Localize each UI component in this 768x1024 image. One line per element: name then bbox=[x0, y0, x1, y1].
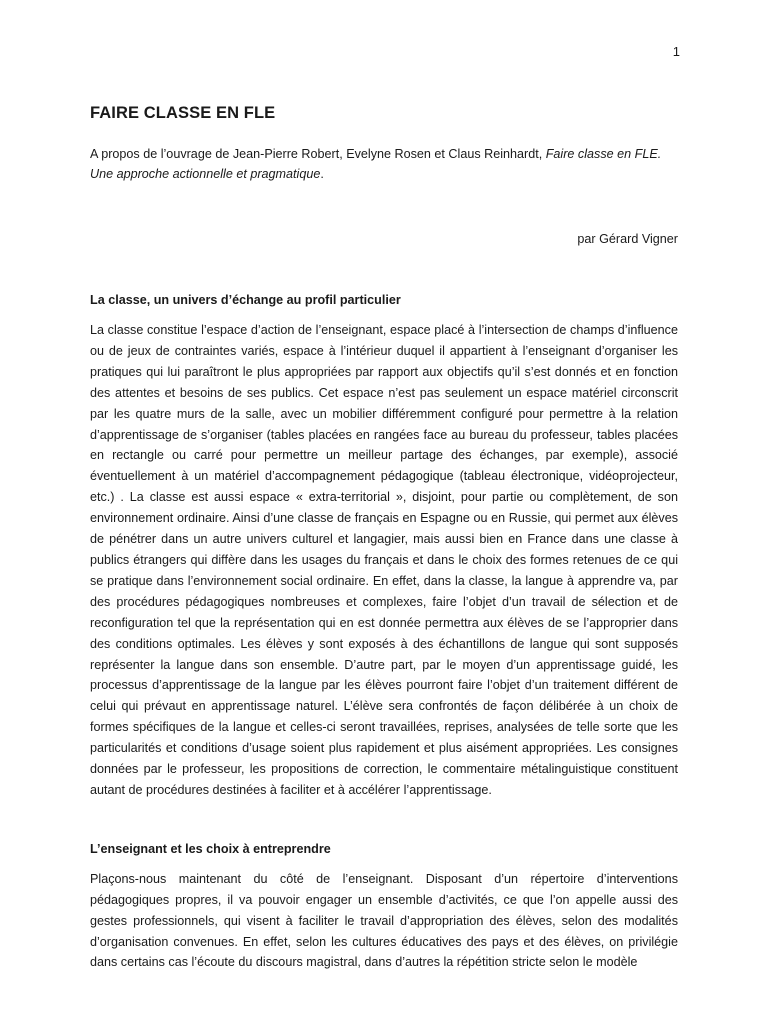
intro-suffix: . bbox=[320, 166, 324, 181]
intro-paragraph bbox=[90, 145, 678, 184]
document-body bbox=[90, 104, 678, 973]
page-number: 1 bbox=[672, 44, 680, 59]
document-title: FAIRE CLASSE EN FLE bbox=[90, 104, 276, 122]
section-paragraph-teacher: Plaçons-nous maintenant du côté de l’enseignant. Disposant d’un répertoire d’interventions pédagogiques propres, il va pouvoir engager un ensemble d’activités, ce que l’on appelle aussi des gestes professionnels, qui visent à faciliter le travail d’appropriation des élèves, selon des modalités d’organisation convenues. En effet, selon les cultures éducatives des pays et des élèves, on privilégie dans certains cas l’écoute du discours magistral, dans d’autres la répétition stricte selon le modèle bbox=[90, 871, 678, 970]
section-paragraph-classroom: La classe constitue l’espace d’action de l’enseignant, espace placé à l’intersection de champs d’influence ou de jeux de contraintes variés, espace à l’intérieur duquel il appartient à l’enseignant d’organiser les pratiques qui lui paraîtront le plus appropriées par rapport aux objectifs qu’il s’est donnés et en fonction des attentes et besoins de ses publics. Cet espace n’est pas seulement un espace matériel circonscrit par les quatre murs de la salle, avec un mobilier différemment configuré pour permettre à la relation d’apprentissage de s’organiser (tables placées en rangées face au bureau du professeur, tables placées en rectangle ou carré pour permettre un meilleur partage des échanges, par exemple), associé éventuellement à un matériel d’accompagnement pédagogique (tableau électronique, vidéoprojecteur, etc.) . La classe est aussi espace « extra-territorial », disjoint, pour partie ou complètement, de son environnement ordinaire. Ainsi d’une classe de français en Espagne ou en Russie, qui permet aux élèves de pénétrer dans un autre univers culturel et langagier, mais aussi bien en France dans une classe à publics étrangers qui diffère dans les usages du français et dans le choix des formes retenues de ce qui se pratique dans l’environnement social ordinaire. En effet, dans la classe, la langue à apprendre va, par des procédures pédagogiques nombreuses et complexes, faire l’objet d’un travail de sélection et de reconfiguration tel que la représentation qui en est donnée permettra aux élèves de se l’approprier dans des conditions optimales. Les élèves y sont exposés à des échantillons de langue qui sont supposés représenter la langue dans son ensemble. D’autre part, par le moyen d’un apprentissage guidé, les processus d’apprentissage de la langue par les élèves pourront faire l’objet d’un traitement différent de celui qui prévaut en apprentissage naturel. L’élève sera confrontés de façon délibérée à un choix de formes spécifiques de la langue et celles-ci seront travaillées, reprises, analysées de telle sorte que les particularités et conditions d’usage soient plus rapidement et plus aisément appropriées. Les consignes données par le professeur, les propositions de correction, le commentaire métalinguistique constituent autant de procédures destinées à faciliter et à accélérer l’apprentissage. bbox=[90, 323, 678, 797]
section-heading-teacher: L’enseignant et les choix à entreprendre bbox=[90, 841, 331, 856]
intro-prefix: A propos de l’ouvrage de Jean-Pierre Robert, Evelyne Rosen et Claus Reinhardt, bbox=[90, 147, 546, 161]
author-byline: par Gérard Vigner bbox=[577, 232, 678, 246]
work-title: Faire classe en FLE. Une approche actionnelle et pragmatique bbox=[90, 147, 662, 181]
section-heading-classroom: La classe, un univers d’échange au profil particulier bbox=[90, 293, 401, 307]
